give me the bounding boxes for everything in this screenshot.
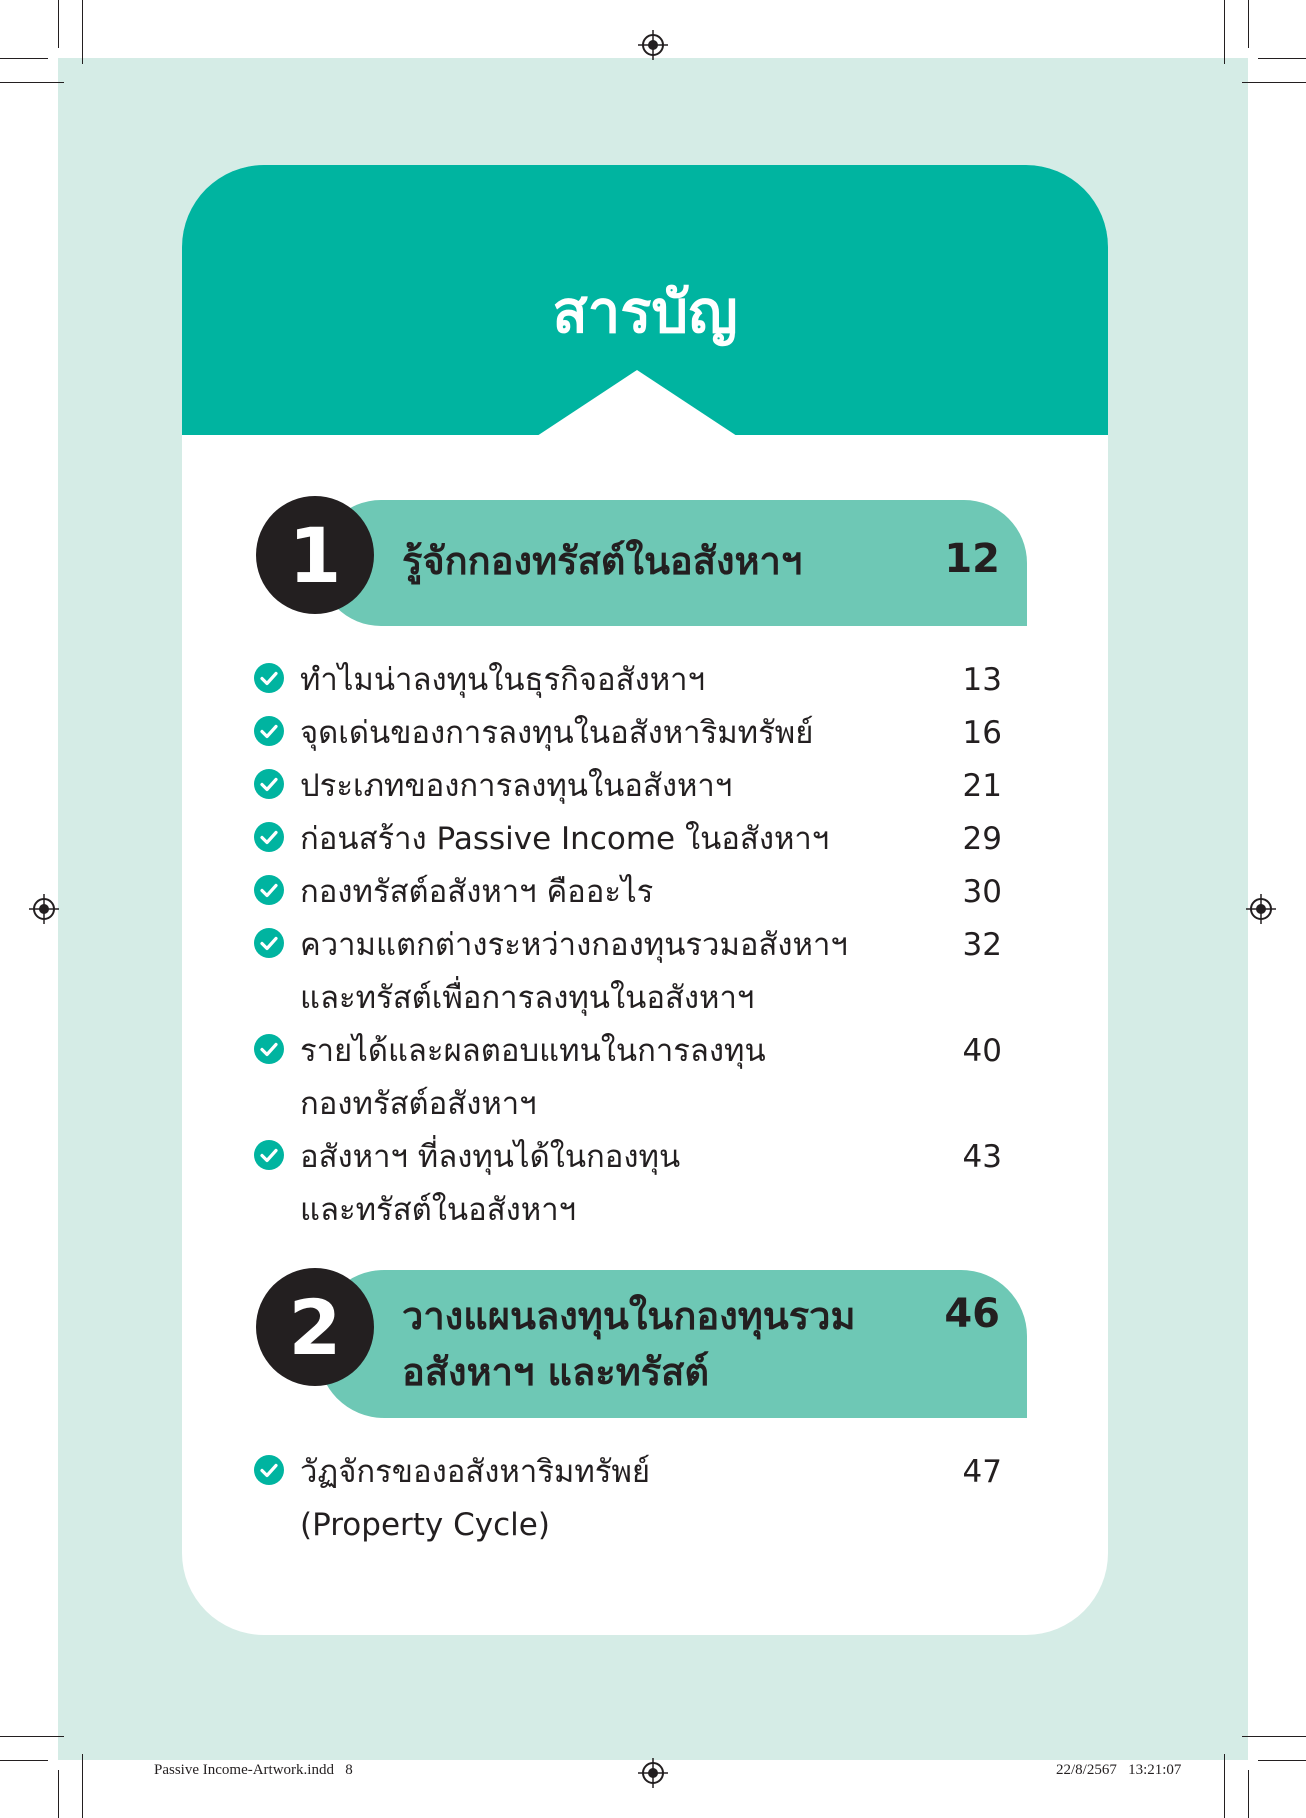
chapter-page-number: 46 xyxy=(944,1291,1000,1337)
entry-title-line: และทรัสต์ในอสังหาฯ xyxy=(300,1192,577,1228)
chapter-title[interactable] xyxy=(402,1288,856,1400)
crop-mark xyxy=(0,58,48,59)
check-circle-icon xyxy=(254,663,284,693)
toc-entry[interactable] xyxy=(254,813,1002,866)
entry-page-number: 21 xyxy=(962,768,1002,804)
entry-page-number: 13 xyxy=(962,662,1002,698)
entry-title-line: ก่อนสร้าง Passive Income ในอสังหาฯ xyxy=(300,821,830,857)
crop-mark xyxy=(1224,1754,1225,1818)
entry-title-line: อสังหาฯ ที่ลงทุนได้ในกองทุน xyxy=(300,1139,681,1175)
crop-mark xyxy=(1242,82,1306,83)
entry-title-line: จุดเด่นของการลงทุนในอสังหาริมทรัพย์ xyxy=(300,715,814,751)
slug-timestamp: 22/8/2567 13:21:07 xyxy=(1056,1762,1182,1778)
entry-page-number: 32 xyxy=(962,927,1002,963)
entry-title-line: ความแตกต่างระหว่างกองทุนรวมอสังหาฯ xyxy=(300,927,848,963)
entry-title-line: ทำไมน่าลงทุนในธุรกิจอสังหาฯ xyxy=(300,662,705,698)
entry-page-number: 40 xyxy=(962,1033,1002,1069)
check-circle-icon xyxy=(254,875,284,905)
toc-entry[interactable] xyxy=(254,1131,1002,1237)
entry-title-line: (Property Cycle) xyxy=(300,1507,550,1543)
crop-mark xyxy=(1242,1736,1306,1737)
entry-page-number: 43 xyxy=(962,1139,1002,1175)
registration-mark-icon xyxy=(638,30,668,60)
toc-entry[interactable] xyxy=(254,1025,1002,1131)
registration-mark-icon xyxy=(29,894,59,924)
entry-title-line: รายได้และผลตอบแทนในการลงทุน xyxy=(300,1033,766,1069)
entry-title-line: ประเภทของการลงทุนในอสังหาฯ xyxy=(300,768,733,804)
crop-mark xyxy=(1258,1760,1306,1761)
page-title: สารบัญ xyxy=(552,278,738,346)
chapter-number-badge: 1 xyxy=(256,496,374,614)
toc-entry[interactable] xyxy=(254,1446,1002,1552)
toc-entry[interactable] xyxy=(254,919,1002,1025)
toc-entry[interactable] xyxy=(254,866,1002,919)
crop-mark xyxy=(0,82,64,83)
crop-mark xyxy=(82,1754,83,1818)
entry-page-number: 47 xyxy=(962,1454,1002,1490)
chapter-title-line: อสังหาฯ และทรัสต์ xyxy=(402,1350,710,1394)
crop-mark xyxy=(0,1760,48,1761)
check-circle-icon xyxy=(254,928,284,958)
chapter-title-line: วางแผนลงทุนในกองทุนรวม xyxy=(402,1294,856,1338)
entry-title-line: กองทรัสต์อสังหาฯ คืออะไร xyxy=(300,874,654,910)
entry-title-line: และทรัสต์เพื่อการลงทุนในอสังหาฯ xyxy=(300,980,755,1016)
check-circle-icon xyxy=(254,1034,284,1064)
toc-entry[interactable] xyxy=(254,654,1002,707)
registration-mark-icon xyxy=(638,1758,668,1788)
crop-mark xyxy=(82,0,83,64)
check-circle-icon xyxy=(254,822,284,852)
header-notch xyxy=(537,370,737,436)
slug-filename: Passive Income-Artwork.indd 8 xyxy=(154,1762,353,1778)
crop-mark xyxy=(1224,0,1225,64)
crop-mark xyxy=(1258,58,1306,59)
toc-header xyxy=(182,165,1108,435)
chapter-title-line: รู้จักกองทรัสต์ในอสังหาฯ xyxy=(402,539,803,583)
entry-page-number: 29 xyxy=(962,821,1002,857)
registration-mark-icon xyxy=(1246,894,1276,924)
entry-page-number: 30 xyxy=(962,874,1002,910)
crop-mark xyxy=(1248,1770,1249,1818)
crop-mark xyxy=(0,1736,64,1737)
check-circle-icon xyxy=(254,1455,284,1485)
entry-title-line: กองทรัสต์อสังหาฯ xyxy=(300,1086,537,1122)
entry-page-number: 16 xyxy=(962,715,1002,751)
chapter-title[interactable] xyxy=(402,533,802,589)
check-circle-icon xyxy=(254,1140,284,1170)
check-circle-icon xyxy=(254,716,284,746)
entry-title-line: วัฏจักรของอสังหาริมทรัพย์ xyxy=(300,1454,651,1490)
crop-mark xyxy=(1248,0,1249,48)
toc-entry[interactable] xyxy=(254,707,1002,760)
chapter-page-number: 12 xyxy=(944,536,1000,582)
crop-mark xyxy=(58,0,59,48)
crop-mark xyxy=(58,1770,59,1818)
toc-entry[interactable] xyxy=(254,760,1002,813)
check-circle-icon xyxy=(254,769,284,799)
chapter-number-badge: 2 xyxy=(256,1268,374,1386)
